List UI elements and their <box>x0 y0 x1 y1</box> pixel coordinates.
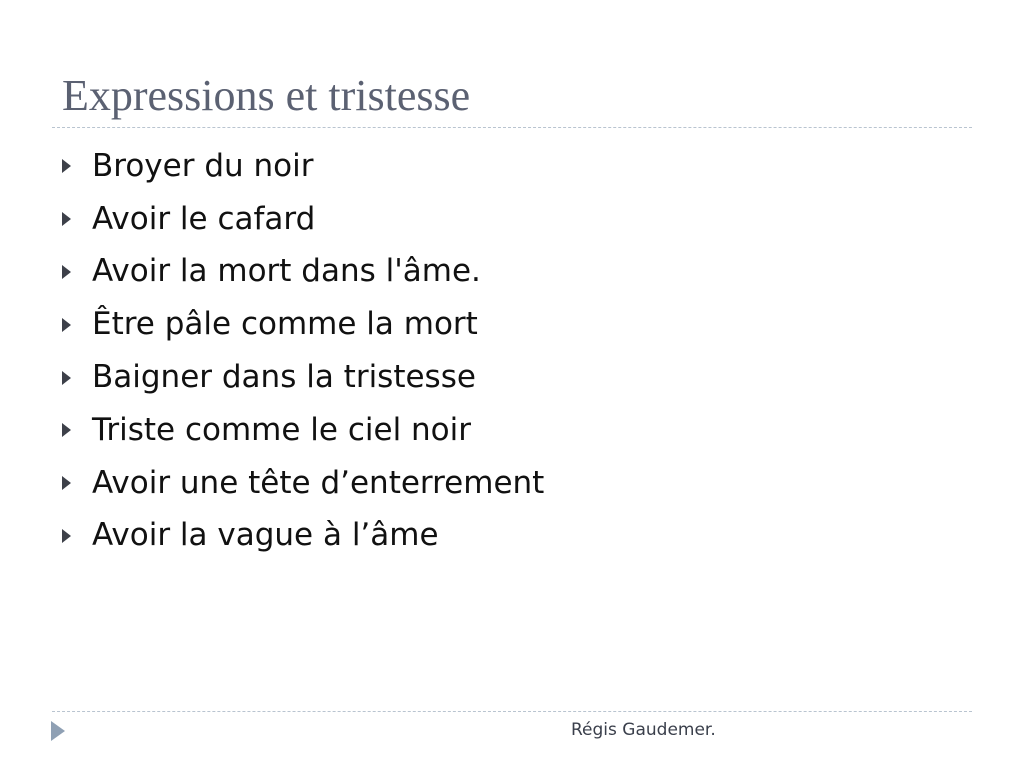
bullet-text: Avoir une tête d’enterrement <box>92 464 545 501</box>
triangle-right-icon <box>62 318 71 332</box>
bullet-item <box>62 510 544 563</box>
bullet-item <box>62 351 544 404</box>
bullet-item <box>62 193 544 246</box>
triangle-right-icon <box>62 529 71 543</box>
bullet-item <box>62 457 544 510</box>
triangle-right-icon <box>62 265 71 279</box>
slide-title: Expressions et tristesse <box>62 71 471 120</box>
bullet-item <box>62 140 544 193</box>
footer-divider <box>52 711 972 712</box>
bullet-item <box>62 298 544 351</box>
triangle-right-icon <box>62 423 71 437</box>
bullet-item <box>62 404 544 457</box>
bullet-text: Être pâle comme la mort <box>92 306 478 343</box>
triangle-right-icon <box>62 476 71 490</box>
bullet-text: Avoir la mort dans l'âme. <box>92 253 481 290</box>
bullet-text: Broyer du noir <box>92 147 314 184</box>
triangle-right-icon <box>62 159 71 173</box>
bullet-item <box>62 246 544 299</box>
bullet-text: Triste comme le ciel noir <box>92 411 472 448</box>
triangle-right-icon <box>51 721 65 741</box>
title-divider <box>52 127 972 128</box>
bullet-list <box>62 140 544 562</box>
triangle-right-icon <box>62 371 71 385</box>
bullet-text: Avoir le cafard <box>92 200 316 237</box>
footer-author: Régis Gaudemer. <box>571 720 716 740</box>
bullet-text: Baigner dans la tristesse <box>92 359 476 396</box>
triangle-right-icon <box>62 212 71 226</box>
bullet-text: Avoir la vague à l’âme <box>92 517 439 554</box>
